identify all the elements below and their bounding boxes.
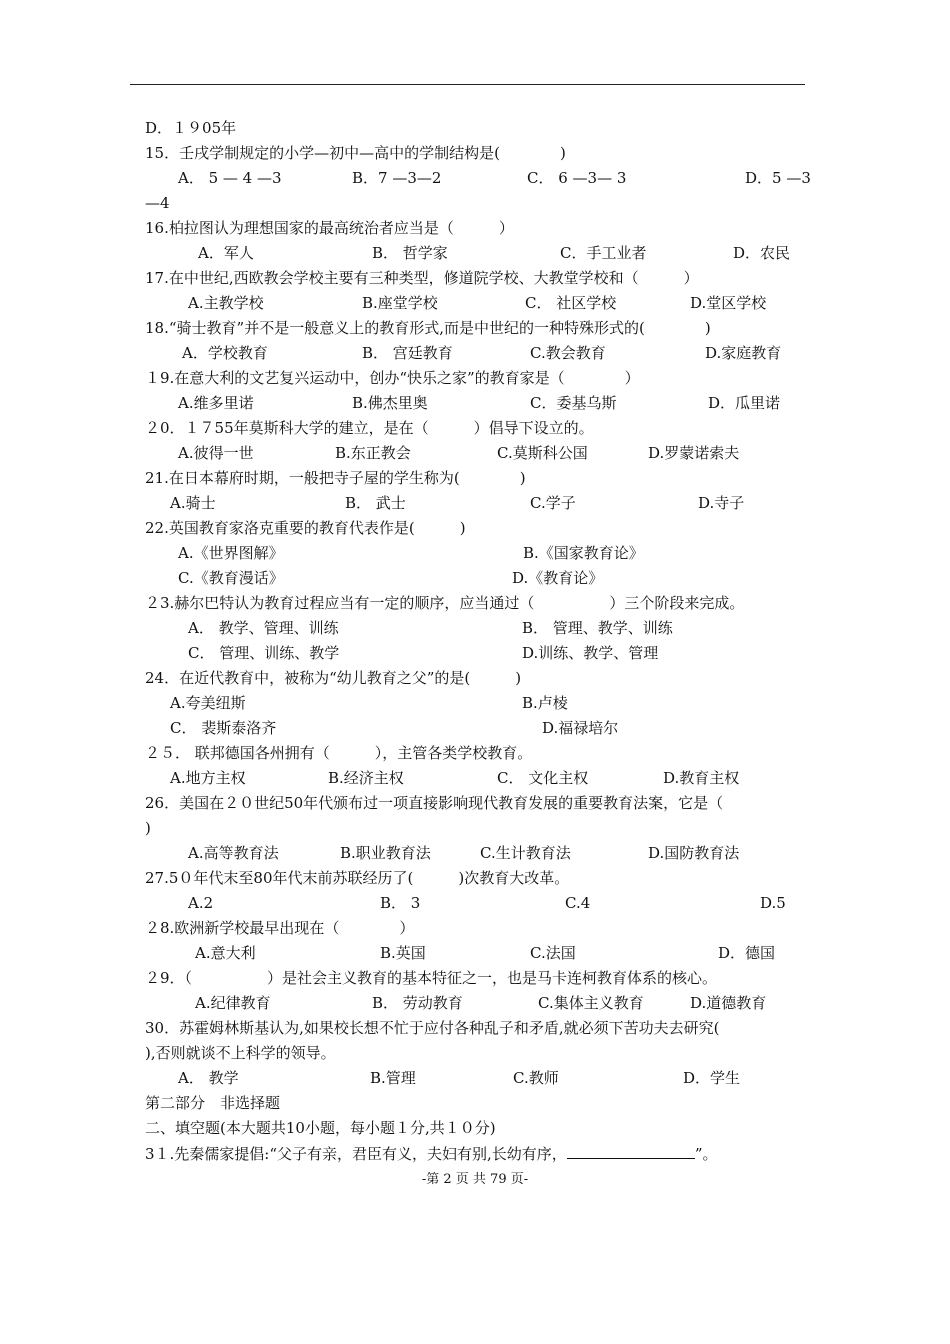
option-b: B． 武士 [345, 494, 406, 512]
option-c: C． 文化主权 [497, 769, 589, 787]
option-b: B.佛杰里奥 [352, 394, 428, 412]
option-b: B． 宫廷教育 [362, 344, 453, 362]
option-a: A． 教学 [178, 1069, 239, 1087]
option-d: D.寺子 [698, 494, 745, 512]
option-a: A.2 [188, 894, 214, 912]
option-d: D.5 [760, 894, 786, 912]
question-19: １9.在意大利的文艺复兴运动中，创办“快乐之家”的教育家是（ ） [145, 369, 640, 387]
text-line: D．１９05年 [145, 119, 237, 137]
option-c: C.学子 [530, 494, 576, 512]
option-b: B． 哲学家 [372, 244, 448, 262]
option-d: D.家庭教育 [705, 344, 782, 362]
question-21: 21.在日本幕府时期，一般把寺子屋的学生称为( ) [145, 469, 526, 487]
option-d: D．瓜里诺 [708, 394, 781, 412]
option-a: A.夸美纽斯 [170, 694, 246, 712]
option-a: A.骑士 [170, 494, 216, 512]
option-a: A． 教学、管理、训练 [188, 619, 339, 637]
section-title: 第二部分 非选择题 [145, 1094, 281, 1112]
option-d: D．农民 [733, 244, 791, 262]
option-c: C.莫斯科公国 [497, 444, 588, 462]
option-b: B． 3 [380, 894, 421, 912]
question-20: ２0．１７55年莫斯科大学的建立，是在（ ）倡导下设立的。 [145, 419, 594, 437]
option-c: C． 社区学校 [525, 294, 617, 312]
option-b: B.座堂学校 [362, 294, 438, 312]
option-b: B.管理 [370, 1069, 416, 1087]
header-rule [130, 84, 805, 85]
question-31-text: 3１.先秦儒家提倡:“父子有亲，君臣有义，夫妇有别,长幼有序， [145, 1145, 567, 1163]
option-d: D.教育主权 [663, 769, 740, 787]
option-a: A.彼得一世 [178, 444, 254, 462]
option-a: A.维多里诺 [178, 394, 254, 412]
option-d: D.罗蒙诺索夫 [648, 444, 740, 462]
question-28: ２8.欧洲新学校最早出现在（ ） [145, 919, 415, 937]
option-a: A.纪律教育 [195, 994, 271, 1012]
text-line: ) [145, 819, 151, 837]
option-a: A． 5 — 4 —3 [178, 169, 282, 187]
option-c: C.4 [565, 894, 591, 912]
option-c: C.教会教育 [530, 344, 606, 362]
option-d: D．学生 [683, 1069, 741, 1087]
option-a: A.主教学校 [188, 294, 264, 312]
question-27: 27.5０年代末至80年代末前苏联经历了( )次教育大改革。 [145, 869, 570, 887]
option-b: B.职业教育法 [340, 844, 431, 862]
option-d: D.训练、教学、管理 [522, 644, 659, 662]
option-d: D.道德教育 [690, 994, 767, 1012]
option-d: D.《教育论》 [512, 569, 604, 587]
question-31 [145, 1144, 717, 1163]
question-31-tail: ”。 [694, 1145, 718, 1163]
text-line: —4 [145, 194, 170, 212]
option-b: B.卢棱 [522, 694, 568, 712]
option-b: B.东正教会 [335, 444, 411, 462]
question-24: 24．在近代教育中，被称为“幼儿教育之父”的是( ) [145, 669, 522, 687]
page-footer: -第 2 页 共 79 页- [421, 1172, 529, 1187]
option-d: D.国防教育法 [648, 844, 740, 862]
question-26: 26．美国在２０世纪50年代颁布过一项直接影响现代教育发展的重要教育法案，它是（ [145, 794, 724, 812]
question-22: 22.英国教育家洛克重要的教育代表作是( ) [145, 519, 466, 537]
question-23: ２3.赫尔巴特认为教育过程应当有一定的顺序，应当通过（ ）三个阶段来完成。 [145, 594, 745, 612]
option-a: A.《世界图解》 [178, 544, 284, 562]
answer-blank [567, 1144, 695, 1159]
option-c: C.《教育漫话》 [178, 569, 284, 587]
option-b: B.英国 [380, 944, 426, 962]
option-d: D.堂区学校 [690, 294, 767, 312]
question-16: 16.柏拉图认为理想国家的最高统治者应当是（ ） [145, 219, 514, 237]
option-b: B． 劳动教育 [372, 994, 463, 1012]
question-18: 18.“骑士教育”并不是一般意义上的教育形式,而是中世纪的一种特殊形式的( ) [145, 319, 711, 337]
question-29: ２9．（ ）是社会主义教育的基本特征之一，也是马卡连柯教育体系的核心。 [145, 969, 718, 987]
option-b: B． 管理、教学、训练 [522, 619, 673, 637]
option-c: C.生计教育法 [480, 844, 571, 862]
question-15: 15．壬戌学制规定的小学—初中—高中的学制结构是( ) [145, 144, 566, 162]
section-subtitle: 二、填空题(本大题共10小题，每小题１分,共１０分) [145, 1119, 496, 1137]
question-30: 30．苏霍姆林斯基认为,如果校长想不忙于应付各种乱子和矛盾,就必须下苦功夫去研究( [145, 1019, 720, 1037]
option-d: D．德国 [718, 944, 776, 962]
option-c: C． 6 —3— 3 [527, 169, 627, 187]
option-a: A．军人 [198, 244, 254, 262]
option-b: B．7 —3—2 [352, 169, 442, 187]
option-a: A.意大利 [195, 944, 256, 962]
option-c: C.教师 [513, 1069, 559, 1087]
option-b: B.《国家教育论》 [523, 544, 644, 562]
option-c: C． 管理、训练、教学 [188, 644, 340, 662]
option-b: B.经济主权 [328, 769, 404, 787]
option-c: C． 裴斯泰洛齐 [170, 719, 277, 737]
option-d: D．5 —3 [745, 169, 811, 187]
option-a: A.高等教育法 [188, 844, 279, 862]
option-c: C．委基乌斯 [530, 394, 617, 412]
question-17: 17.在中世纪,西欧教会学校主要有三种类型，修道院学校、大教堂学校和（ ） [145, 269, 699, 287]
option-d: D.福禄培尔 [542, 719, 619, 737]
option-c: C.法国 [530, 944, 576, 962]
option-c: C．手工业者 [560, 244, 647, 262]
text-line: ),否则就谈不上科学的领导。 [145, 1044, 336, 1062]
option-a: A.地方主权 [170, 769, 246, 787]
option-c: C.集体主义教育 [538, 994, 644, 1012]
option-a: A．学校教育 [182, 344, 268, 362]
question-25: ２５． 联邦德国各州拥有（ ），主管各类学校教育。 [145, 744, 533, 762]
